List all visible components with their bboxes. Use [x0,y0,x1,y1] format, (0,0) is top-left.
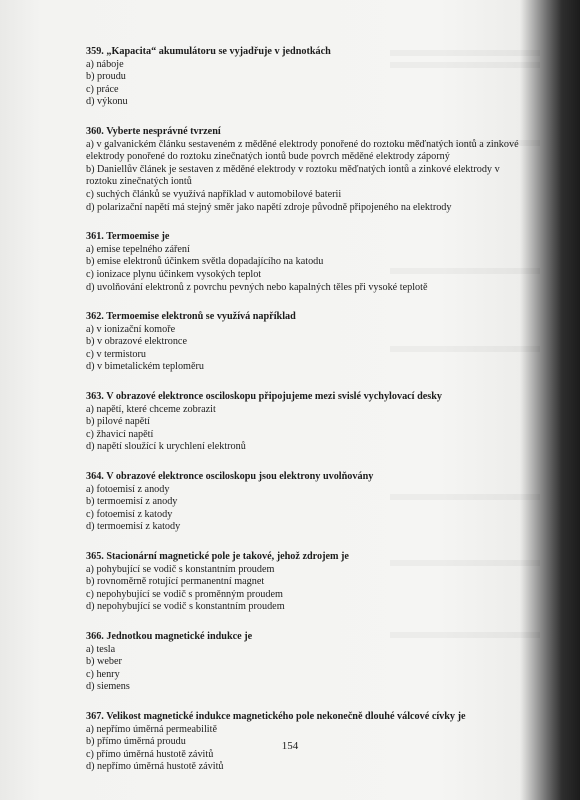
question-360 [86,126,526,214]
answer-option: b) přímo úměrná proudu [86,736,186,748]
answer-option: b) weber [86,656,122,668]
answer-option: c) henry [86,668,120,680]
answer-option: b) proudu [86,71,126,83]
answer-option: b) termoemisí z anody [86,496,178,508]
answer-option: b) rovnoměrně rotující permanentní magnet [86,576,265,588]
answer-option: c) ionizace plynu účinkem vysokých teplot [86,268,262,280]
answer-option: c) fotoemisí z katody [86,508,173,520]
question-title: 365. Stacionární magnetické pole je takové, jehož zdrojem je [86,551,349,562]
answer-option: c) nepohybující se vodič s proměnným proudem [86,588,283,600]
answer-option: d) polarizační napětí má stejný směr jako napětí zdroje původně připojeného na elektrody [86,201,452,213]
question-title: 367. Velikost magnetické indukce magnetického pole nekonečně dlouhé válcové cívky je [86,710,466,722]
question-361 [86,231,526,294]
question-362 [86,311,526,374]
question-359 [86,46,526,109]
answer-option: a) emise tepelného záření [86,243,190,255]
answer-option: d) nepohybující se vodič s konstantním proudem [86,601,285,613]
answer-option: a) v ionizační komoře [86,323,176,335]
answer-option: a) napětí, které chceme zobrazit [86,403,216,415]
question-title: 363. V obrazové elektronce osciloskopu připojujeme mezi svislé vychylovací desky [86,391,442,403]
answer-option: a) tesla [86,643,116,655]
answer-option: a) náboje [86,58,124,70]
answer-option: d) uvolňování elektronů z povrchu pevných nebo kapalných těles při vysoké teplotě [86,281,428,293]
question-365 [86,551,526,614]
question-list [86,46,526,791]
answer-option: a) pohybující se vodič s konstantním proudem [86,563,275,575]
answer-option: c) suchých článků se využívá například v automobilové baterii [86,188,342,200]
page-number: 154 [281,740,299,752]
answer-option: b) Daniellův článek je sestaven z měděné elektrody v roztoku měďnatých iontů a zinkové elektrody v roztoku zinečnatých iontů [86,163,500,188]
answer-option: d) nepřímo úměrná hustotě závitů [86,761,224,773]
answer-option: d) termoemisí z katody [86,521,181,533]
answer-option: d) v bimetalickém teploměru [86,361,204,373]
question-title: 362. Termoemise elektronů se využívá například [86,311,296,323]
question-title: 359. „Kapacita“ akumulátoru se vyjadřuje v jednotkách [86,46,331,57]
answer-option: b) v obrazové elektronce [86,336,187,348]
question-title: 361. Termoemise je [86,231,170,243]
answer-option: c) v termistoru [86,348,146,360]
answer-option: b) pilové napětí [86,416,150,428]
question-366 [86,631,526,694]
question-title: 360. Vyberte nesprávné tvrzení [86,125,221,137]
answer-option: d) napětí sloužící k urychlení elektronů [86,441,246,453]
question-title: 364. V obrazové elektronce osciloskopu jsou elektrony uvolňovány [86,471,374,483]
answer-option: a) fotoemisí z anody [86,483,170,495]
answer-option: c) práce [86,83,119,95]
answer-option: c) přímo úměrná hustotě závitů [86,748,214,760]
answer-option: a) v galvanickém článku sestaveném z měděné elektrody ponořené do roztoku měďnatých iontů a zinkové elektrody ponořené do roztoku zinečnatých iontů bude povrch měděné elektrody záporný [86,138,519,163]
question-363 [86,391,526,454]
answer-option: d) výkonu [86,96,128,108]
question-364 [86,471,526,534]
answer-option: b) emise elektronů účinkem světla dopadajícího na katodu [86,256,324,268]
question-title: 366. Jednotkou magnetické indukce je [86,630,253,642]
answer-option: a) nepřímo úměrná permeabilitě [86,723,217,735]
answer-option: c) žhavicí napětí [86,428,154,440]
answer-option: d) siemens [86,681,130,693]
